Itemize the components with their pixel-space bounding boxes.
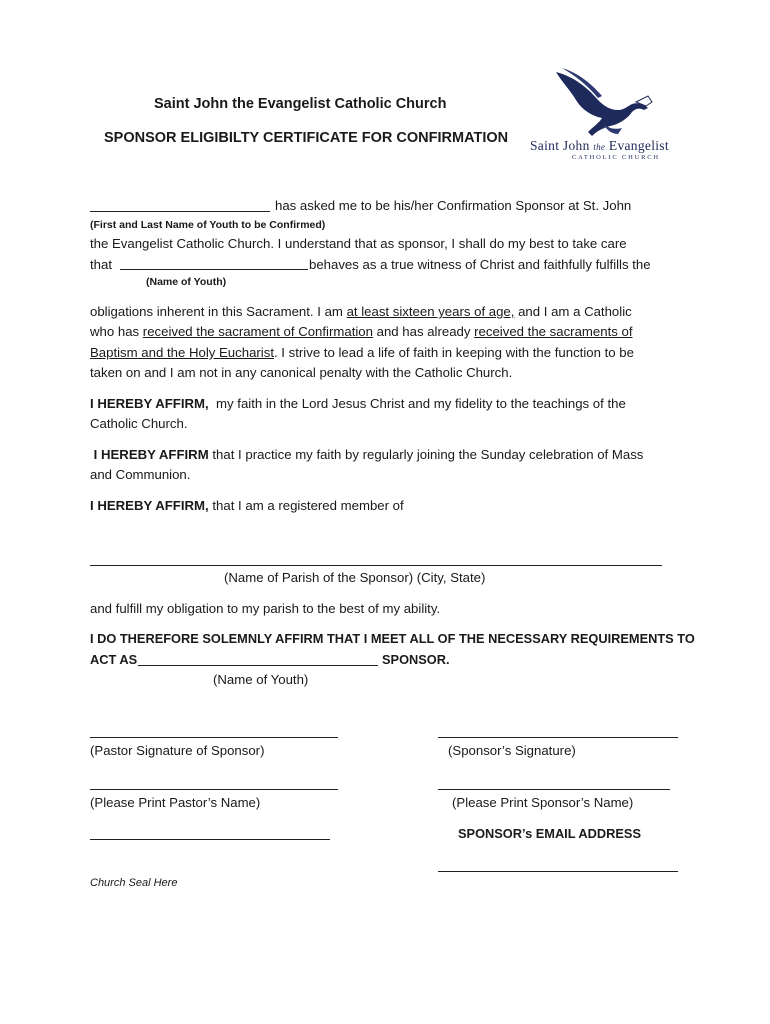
logo-line1-the: the [593, 142, 606, 152]
baptism-eucharist: Baptism and the Holy Eucharist [90, 345, 274, 360]
affirm2-text: that I practice my faith by regularly joining the Sunday celebration of Mass [208, 447, 644, 462]
solemn-line2-b: SPONSOR. [382, 652, 450, 667]
church-seal-label: Church Seal Here [90, 877, 178, 889]
affirm1-line1 [90, 394, 626, 414]
affirm1-bold: I HEREBY AFFIRM, [90, 396, 209, 411]
pastor-name-caption: (Please Print Pastor’s Name) [90, 795, 261, 810]
affirm2-bold: I HEREBY AFFIRM [90, 447, 209, 462]
para2-line3 [90, 343, 634, 363]
church-logo [530, 66, 690, 166]
para2-line4: taken on and I am not in any canonical penalty with the Catholic Church. [90, 365, 513, 380]
logo-line1-a: Saint John [530, 138, 590, 153]
para2-l3-b: . I strive to lead a life of faith in keeping with the function to be [273, 345, 634, 360]
youth-name-caption-2: (Name of Youth) [146, 276, 227, 288]
affirm3-bold: I HEREBY AFFIRM, [90, 498, 209, 513]
sponsor-email-label: SPONSOR’s EMAIL ADDRESS [458, 826, 641, 841]
para1-line2: the Evangelist Catholic Church. I understand that as sponsor, I shall do my best to take care [90, 236, 627, 251]
para2-l2-b: and has already [372, 324, 475, 339]
para1-line3-a: that [90, 257, 112, 272]
parish-caption: (Name of Parish of the Sponsor) (City, State) [224, 570, 486, 585]
affirm2-line2: and Communion. [90, 467, 191, 482]
youth-name-caption: (First and Last Name of Youth to be Confirmed) [90, 219, 326, 231]
obligation-text: and fulfill my obligation to my parish to the best of my ability. [90, 601, 441, 616]
para1-line3-b: behaves as a true witness of Christ and faithfully fulfills the [309, 257, 651, 272]
solemn-line1: I DO THEREFORE SOLEMNLY AFFIRM THAT I MEET ALL OF THE NECESSARY REQUIREMENTS TO [90, 631, 695, 646]
para2-l1-b: and I am a Catholic [514, 304, 632, 319]
logo-line1-b: Evangelist [608, 138, 669, 153]
para2-line1 [90, 302, 632, 322]
affirm3-text: that I am a registered member of [208, 498, 404, 513]
sponsor-signature-line[interactable] [438, 737, 678, 738]
affirm1-text: my faith in the Lord Jesus Christ and my fidelity to the teachings of the [208, 396, 626, 411]
church-name: Saint John the Evangelist Catholic Church [154, 96, 447, 112]
sacraments-requirement: received the sacraments of [474, 324, 633, 339]
age-requirement: at least sixteen years of age, [346, 304, 515, 319]
sponsor-name-line[interactable] [438, 789, 670, 790]
youth-name-line-2[interactable] [120, 269, 308, 270]
para2-l2-a: who has [90, 324, 143, 339]
pastor-signature-caption: (Pastor Signature of Sponsor) [90, 743, 265, 758]
para2-line2 [90, 322, 632, 342]
pastor-name-line[interactable] [90, 789, 338, 790]
para2-l1-a: obligations inherent in this Sacrament. I am [90, 304, 347, 319]
sponsor-signature-caption: (Sponsor’s Signature) [448, 743, 576, 758]
affirm2-line1 [90, 445, 643, 465]
sponsor-youth-line[interactable] [138, 665, 378, 666]
parish-line[interactable] [90, 565, 662, 566]
form-title: SPONSOR ELIGIBILTY CERTIFICATE FOR CONFIRMATION [104, 130, 509, 146]
sponsor-name-caption: (Please Print Sponsor’s Name) [452, 795, 634, 810]
solemn-line2-a: ACT AS [90, 652, 138, 667]
sponsor-email-line[interactable] [438, 871, 678, 872]
confirmation-requirement: received the sacrament of Confirmation [142, 324, 373, 339]
eagle-icon [552, 66, 662, 138]
youth-name-line[interactable] [90, 211, 270, 212]
affirm1-line2: Catholic Church. [90, 416, 188, 431]
para1-line1: has asked me to be his/her Confirmation Sponsor at St. John [275, 198, 632, 213]
seal-area-line[interactable] [90, 839, 330, 840]
solemn-caption: (Name of Youth) [213, 672, 309, 687]
pastor-signature-line[interactable] [90, 737, 338, 738]
affirm3-line1 [90, 496, 404, 516]
logo-line2: CATHOLIC CHURCH [572, 154, 660, 161]
